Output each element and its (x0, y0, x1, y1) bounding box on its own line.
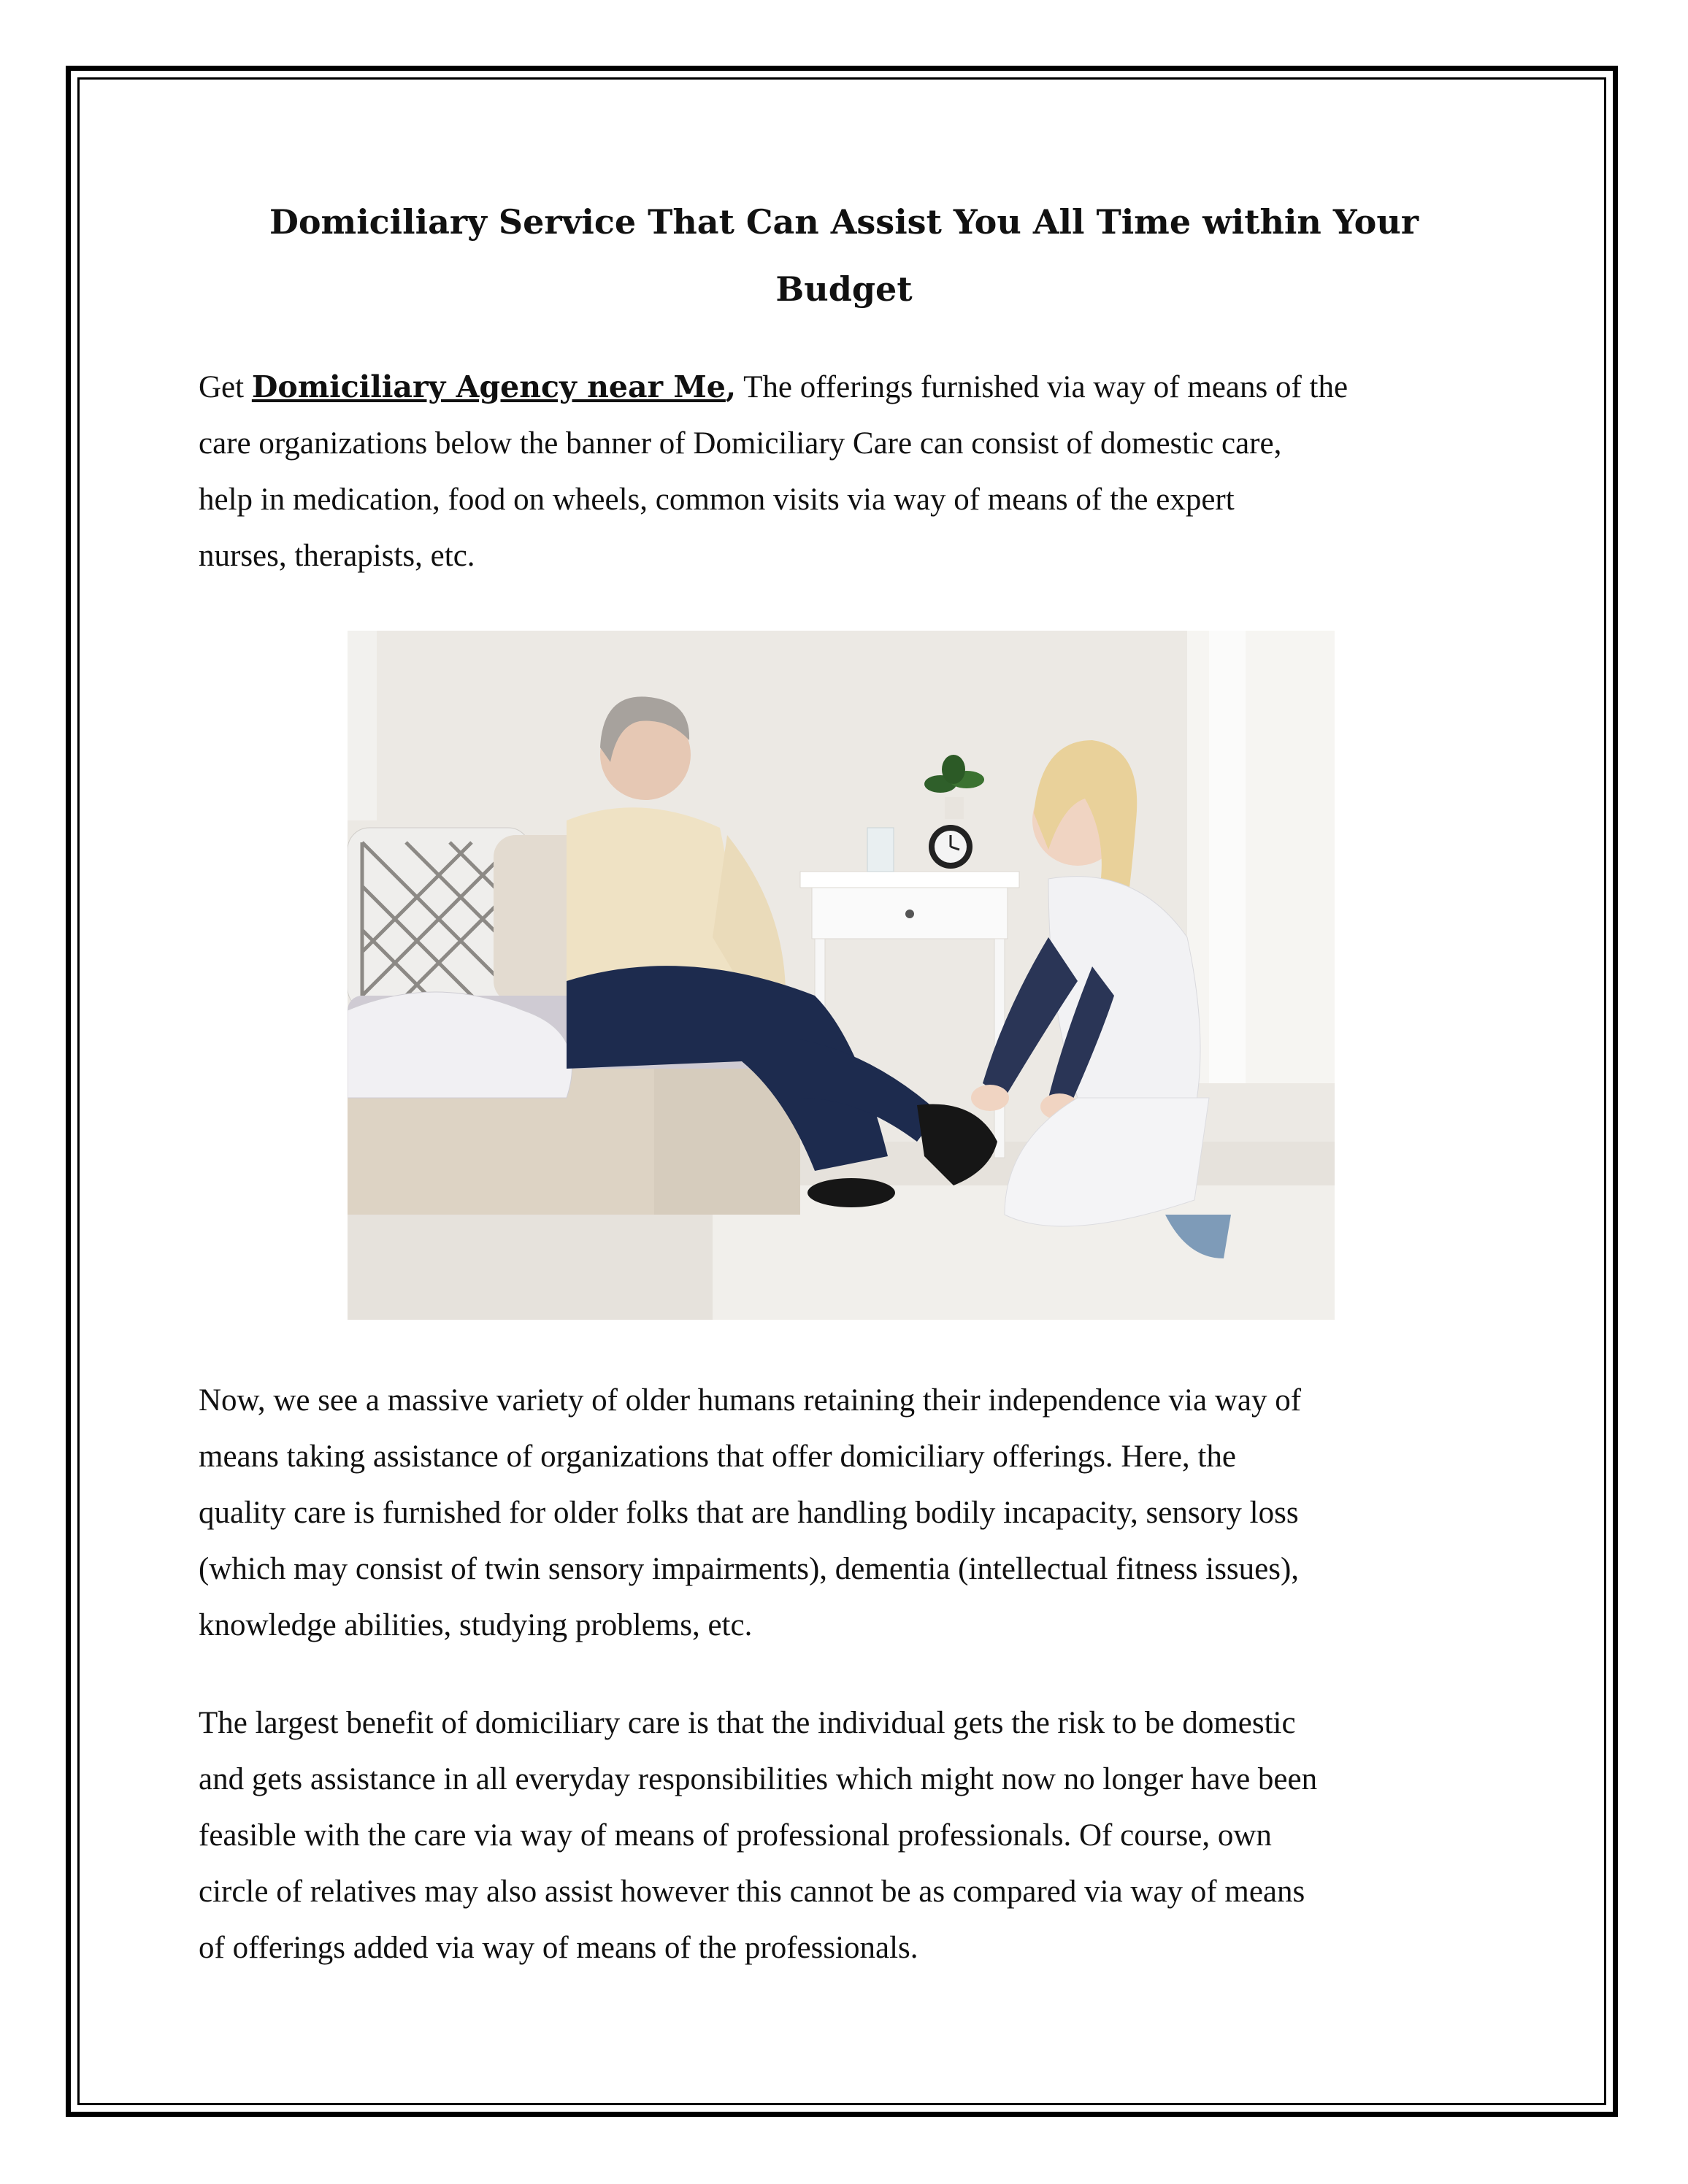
intro-line-1: Get Domiciliary Agency near Me, The offerings furnished via way of means of the (199, 369, 1349, 404)
domiciliary-agency-link[interactable]: Domiciliary Agency near Me (251, 369, 726, 404)
p2-line-1: Now, we see a massive variety of older humans retaining their independence via way of (199, 1383, 1302, 1418)
intro-paragraph (199, 359, 1498, 584)
page-title: Domiciliary Service That Can Assist You All Time within Your Budget (269, 202, 1419, 309)
p3-line-4: circle of relatives may also assist however this cannot be as compared via way of means (199, 1875, 1305, 1909)
paragraph-independence (199, 1372, 1498, 1653)
p2-line-5: knowledge abilities, studying problems, etc. (199, 1608, 753, 1642)
p2-line-4: (which may consist of twin sensory impairments), dementia (intellectual fitness issues), (199, 1552, 1300, 1586)
link-comma: , (725, 369, 737, 404)
paragraph-benefit (199, 1695, 1498, 1976)
p3-line-2: and gets assistance in all everyday responsibilities which might now no longer have been (199, 1762, 1318, 1796)
intro-line-4: nurses, therapists, etc. (199, 539, 475, 573)
p3-line-5: of offerings added via way of means of the professionals. (199, 1931, 918, 1965)
caregiver-photo (348, 631, 1335, 1320)
p2-line-3: quality care is furnished for older folks that are handling bodily incapacity, sensory loss (199, 1496, 1299, 1530)
p2-line-2: means taking assistance of organizations that offer domiciliary offerings. Here, the (199, 1439, 1236, 1474)
p3-line-1: The largest benefit of domiciliary care is that the individual gets the risk to be domestic (199, 1706, 1296, 1740)
intro-line-3: help in medication, food on wheels, common visits via way of means of the expert (199, 482, 1235, 517)
p3-line-3: feasible with the care via way of means of professional professionals. Of course, own (199, 1818, 1272, 1853)
intro-line-2: care organizations below the banner of Domiciliary Care can consist of domestic care, (199, 426, 1282, 461)
